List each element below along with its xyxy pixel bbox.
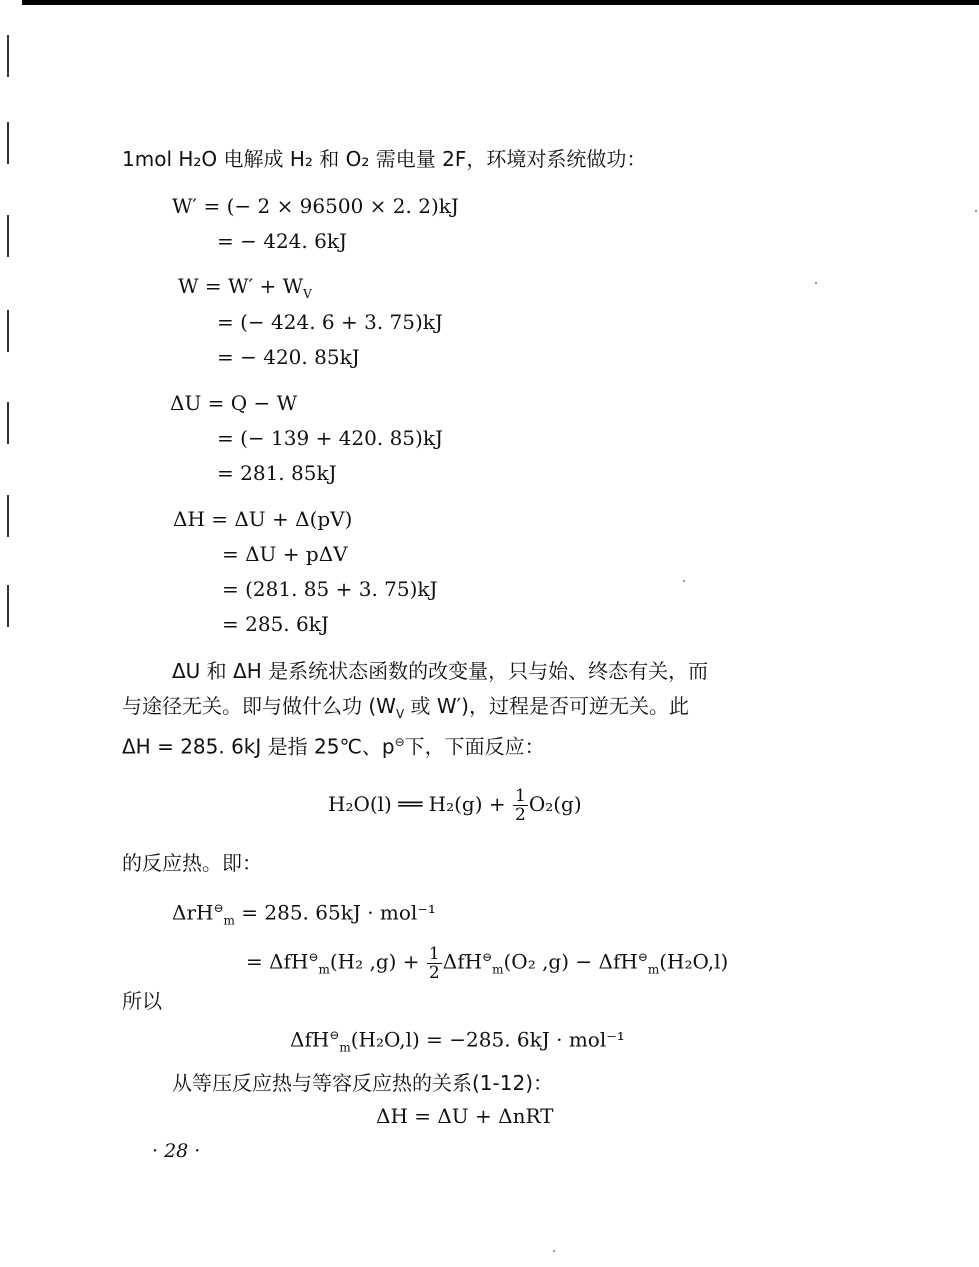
eq-w-1: $W = W' + W_V$: [178, 274, 312, 301]
binding-mark: [7, 310, 9, 352]
fraction-half: $\frac{1}{2}$: [515, 786, 526, 825]
reaction-heat-line: 的反应热。即：: [122, 851, 262, 875]
eq-u-1: ΔU = Q − W: [170, 391, 298, 415]
binding-mark: [7, 215, 9, 257]
binding-mark: [7, 495, 9, 537]
eq-u-3: = 281. 85kJ: [217, 461, 337, 485]
rh-line-2: = ΔfH⊖$_m$(H₂ ,g) + $\frac{1}{2}$ ΔfH⊖$_m$(O₂ ,g) − ΔfH⊖$_m$(H₂O,l): [246, 943, 729, 983]
binding-mark: [7, 35, 9, 77]
eq-h-2: = ΔU + pΔV: [222, 542, 348, 566]
scan-speck: [683, 580, 685, 582]
rh-line-1: ΔrH⊖$_m$ = 285. 65kJ · mol⁻¹: [172, 900, 436, 928]
scan-speck: [975, 210, 977, 212]
binding-mark: [7, 585, 9, 627]
reaction-equation: H₂O(l) ══ H₂(g) + $\frac{1}{2}$ O₂(g): [328, 786, 582, 825]
binding-mark: [7, 122, 9, 164]
para-line-3: ΔH = 285. 6kJ 是指 25℃、p⊖下，下面反应：: [122, 734, 545, 759]
page-number: · 28 ·: [152, 1140, 201, 1162]
suoyi-label: 所以: [122, 989, 162, 1013]
intro-line: 1mol H₂O 电解成 H₂ 和 O₂ 需电量 2F，环境对系统做功：: [122, 147, 647, 171]
eq-h-3: = (281. 85 + 3. 75)kJ: [222, 577, 438, 601]
para-line-1: ΔU 和 ΔH 是系统状态函数的改变量，只与始、终态有关，而: [172, 659, 709, 683]
eq-w-prime-2: = − 424. 6kJ: [217, 229, 347, 253]
para-line-2: 与途径无关。即与做什么功 ($W_V$ 或 W′)，过程是否可逆无关。此: [122, 694, 689, 721]
eq-w-2: = (− 424. 6 + 3. 75)kJ: [217, 310, 443, 334]
scan-speck: [553, 1250, 555, 1252]
relation-equation: ΔH = ΔU + ΔnRT: [376, 1104, 554, 1128]
page-top-border: [22, 0, 979, 5]
eq-h-1: ΔH = ΔU + Δ(pV): [173, 507, 353, 531]
scan-speck: [815, 282, 817, 284]
binding-mark: [7, 402, 9, 444]
eq-w-3: = − 420. 85kJ: [217, 345, 360, 369]
result-equation: ΔfH⊖$_m$(H₂O,l) = −285. 6kJ · mol⁻¹: [290, 1027, 625, 1055]
eq-w-prime-1: W′ = (− 2 × 96500 × 2. 2)kJ: [172, 194, 459, 218]
relation-line: 从等压反应热与等容反应热的关系(1-12)：: [172, 1071, 553, 1095]
eq-u-2: = (− 139 + 420. 85)kJ: [217, 426, 443, 450]
fraction-half: $\frac{1}{2}$: [428, 943, 440, 983]
eq-h-4: = 285. 6kJ: [222, 612, 329, 636]
